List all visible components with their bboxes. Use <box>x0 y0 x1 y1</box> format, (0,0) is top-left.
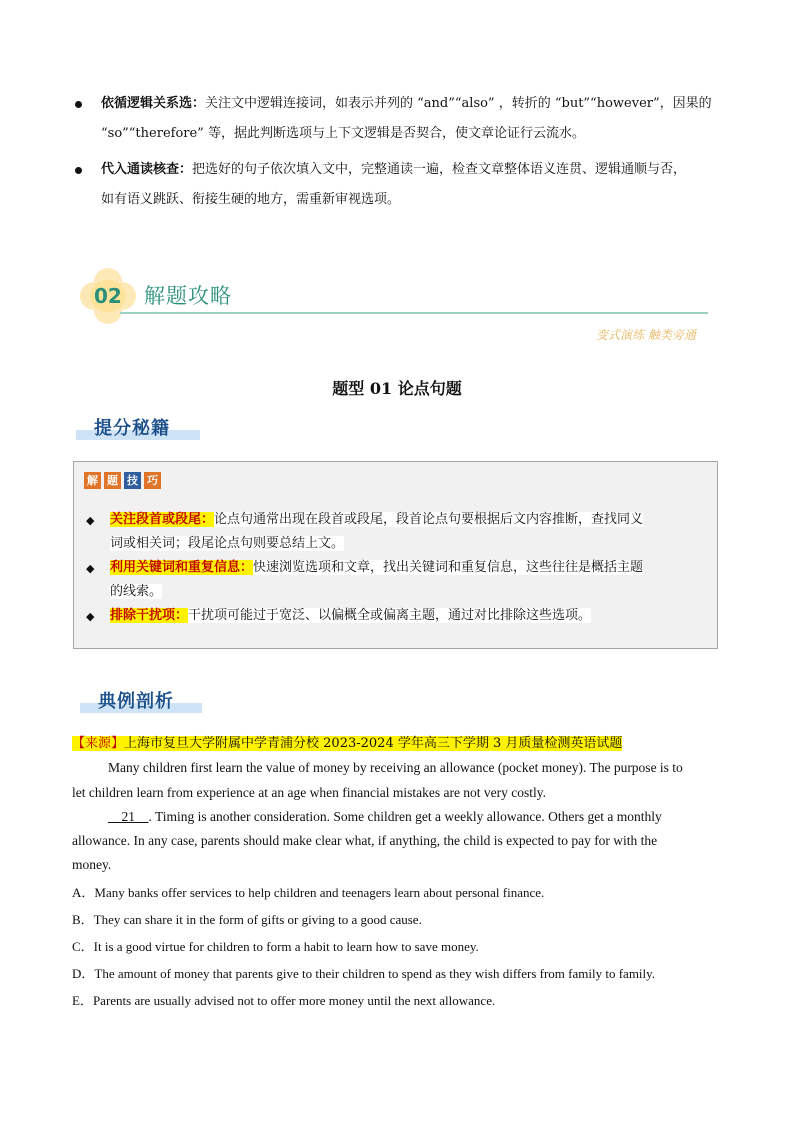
intro-bullet-2-cont: 如有语义跳跃、衔接生硬的地方，需重新审视选项。 <box>101 192 401 207</box>
diamond-bullet-icon: ◆ <box>86 514 95 527</box>
intro-bullet-1-cont: “so”“therefore” 等，据此判断选项与上下文逻辑是否契合，使文章论证行云流水。 <box>101 126 585 141</box>
tip-label: 利用关键词和重复信息： <box>110 560 254 575</box>
section-number: 02 <box>94 284 122 308</box>
intro-bullet-label: 依循逻辑关系选： <box>101 96 206 111</box>
question-type-title: 题型 01 论点句题 <box>332 379 462 398</box>
tip-box <box>73 461 718 649</box>
source-text: 上海市复旦大学附属中学青浦分校 2023-2024 学年高三下学期 3 月质量检测英语试题 <box>124 736 623 751</box>
option-a: A．Many banks offer services to help children and teenagers learn about personal finance. <box>72 885 545 900</box>
section-divider <box>120 312 708 314</box>
tip-chip: 技 <box>124 472 141 489</box>
tip-chip: 题 <box>104 472 121 489</box>
section-header <box>80 268 720 326</box>
tip-item-3 <box>110 604 710 628</box>
tip-item-2-cont: 的线索。 <box>110 584 163 599</box>
intro-bullet-2 <box>101 156 731 184</box>
tip-chip: 巧 <box>144 472 161 489</box>
diamond-bullet-icon: ◆ <box>86 562 95 575</box>
source-line <box>72 732 622 751</box>
bullet-dot <box>75 101 82 108</box>
tip-text: 干扰项可能过于宽泛、以偏概全或偏离主题，通过对比排除这些选项。 <box>188 608 592 623</box>
tip-text: 快速浏览选项和文章，找出关键词和重复信息，这些往往是概括主题 <box>253 560 644 575</box>
passage-line: Many children first learn the value of money by receiving an allowance (pocket money). The purpose is to <box>108 760 683 775</box>
section-title: 解题攻略 <box>144 284 232 308</box>
option-e: E．Parents are usually advised not to offer more money until the next allowance. <box>72 993 496 1008</box>
intro-bullet-text: 关注文中逻辑连接词，如表示并列的 “and”“also” ，转折的 “but”“however”，因果的 <box>205 96 712 111</box>
intro-bullet-label: 代入通读核查： <box>101 162 193 177</box>
passage-line: money. <box>72 857 112 872</box>
tip-item-1 <box>110 508 710 532</box>
tip-item-2 <box>110 556 710 580</box>
source-label: 【来源】 <box>72 736 125 751</box>
tip-text: 论点句通常出现在段首或段尾，段首论点句要根据后文内容推断，查找同义 <box>214 512 644 527</box>
answer-blank: 21 <box>108 809 149 824</box>
tip-header: 提分秘籍 <box>94 418 170 439</box>
passage-line: allowance. In any case, parents should make clear what, if anything, the child is expected to pay for with the <box>72 833 658 848</box>
bullet-dot <box>75 167 82 174</box>
option-d: D．The amount of money that parents give to their children to spend as they wish differs from family to family. <box>72 966 656 981</box>
example-header: 典例剖析 <box>98 691 174 712</box>
diamond-bullet-icon: ◆ <box>86 610 95 623</box>
option-b: B．They can share it in the form of gifts or giving to a good cause. <box>72 912 422 927</box>
tip-item-1-cont: 词或相关词；段尾论点句则要总结上文。 <box>110 536 345 551</box>
tip-chip: 解 <box>84 472 101 489</box>
intro-bullet-text: 把选好的句子依次填入文中，完整通读一遍，检查文章整体语义连贯、逻辑通顺与否， <box>192 162 687 177</box>
intro-bullet-1 <box>101 90 731 118</box>
section-subtitle: 变式演练 触类旁通 <box>596 328 696 342</box>
passage-line: let children learn from experience at an age when financial mistakes are not very costly. <box>72 785 547 800</box>
tip-label: 关注段首或段尾： <box>110 512 215 527</box>
option-c: C．It is a good virtue for children to form a habit to learn how to save money. <box>72 939 479 954</box>
passage-line: 21 . Timing is another consideration. Some children get a weekly allowance. Others get a monthly <box>108 809 662 824</box>
tip-label: 排除干扰项： <box>110 608 189 623</box>
